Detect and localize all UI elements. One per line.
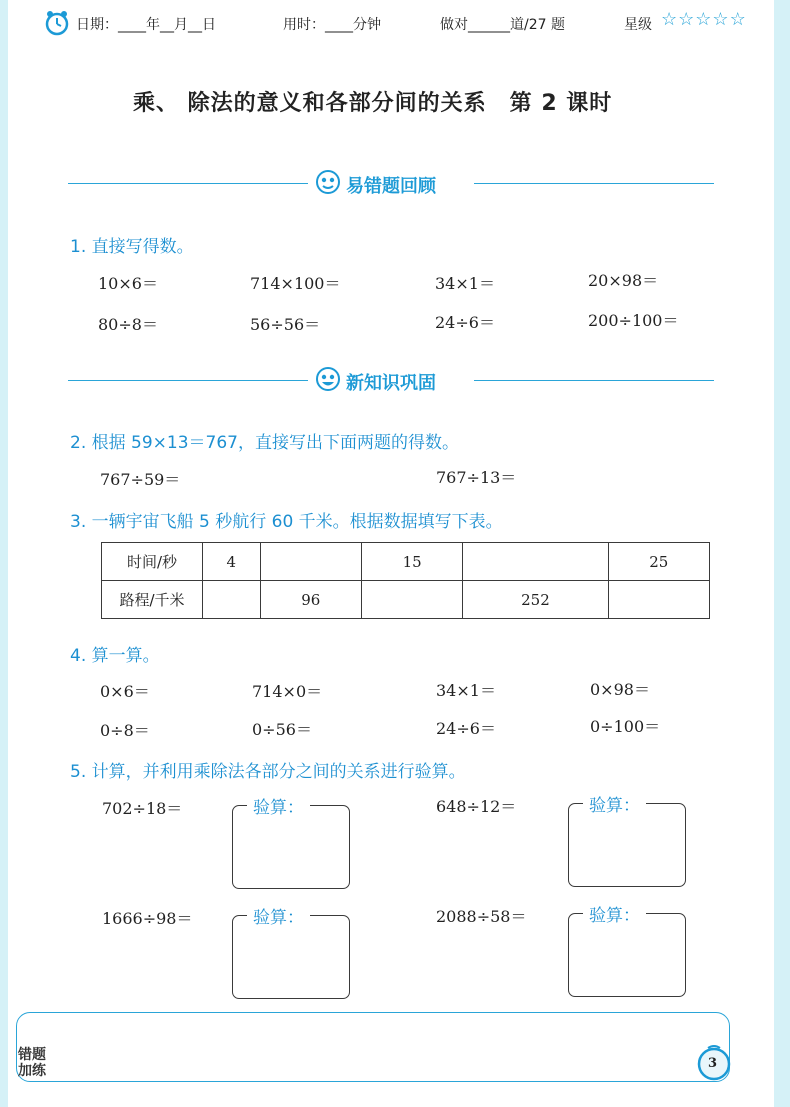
page-title: 乘、 除法的意义和各部分间的关系 第 2 课时 bbox=[133, 91, 613, 116]
star-level-label: 星级 bbox=[624, 17, 652, 33]
table-row-header: 时间/秒 bbox=[102, 543, 203, 581]
table-cell[interactable]: 4 bbox=[203, 543, 261, 581]
check-label: 验算： bbox=[583, 901, 646, 926]
section-title-new: 新知识巩固 bbox=[346, 373, 436, 394]
table-cell[interactable]: 15 bbox=[361, 543, 462, 581]
equation: 24÷6＝ bbox=[436, 719, 496, 738]
check-label: 验算： bbox=[247, 793, 310, 818]
equation: 56÷56＝ bbox=[250, 315, 321, 334]
section-title-review: 易错题回顾 bbox=[346, 176, 436, 197]
table-cell[interactable]: 252 bbox=[463, 581, 608, 619]
question-2-title: 2. 根据 59×13＝767，直接写出下面两题的得数。 bbox=[70, 433, 459, 453]
star-icon[interactable]: ☆ bbox=[729, 9, 746, 30]
table-cell[interactable] bbox=[463, 543, 608, 581]
question-3-title: 3. 一辆宇宙飞船 5 秒航行 60 千米。根据数据填写下表。 bbox=[70, 512, 503, 532]
equation: 767÷59＝ bbox=[100, 470, 181, 489]
check-box[interactable] bbox=[568, 906, 686, 997]
correct-count-field: 做对______道/27 题 bbox=[440, 17, 565, 33]
equation: 10×6＝ bbox=[98, 274, 158, 293]
equation: 714×100＝ bbox=[250, 274, 341, 293]
question-1-title: 1. 直接写得数。 bbox=[70, 237, 194, 257]
page-number: 3 bbox=[708, 1056, 718, 1071]
table-cell[interactable] bbox=[260, 543, 361, 581]
worksheet-page bbox=[8, 0, 774, 1107]
footer-box bbox=[16, 1012, 730, 1082]
equation: 0×6＝ bbox=[100, 682, 150, 701]
check-box[interactable] bbox=[232, 798, 350, 889]
equation: 1666÷98＝ bbox=[102, 909, 193, 928]
star-icon[interactable]: ☆ bbox=[712, 9, 729, 30]
question-5-title: 5. 计算，并利用乘除法各部分之间的关系进行验算。 bbox=[70, 762, 466, 782]
equation: 702÷18＝ bbox=[102, 799, 183, 818]
footer-tag: 错题 加练 bbox=[18, 1047, 46, 1079]
equation: 200÷100＝ bbox=[588, 311, 679, 330]
check-label: 验算： bbox=[247, 903, 310, 928]
equation: 0×98＝ bbox=[590, 680, 650, 699]
equation: 648÷12＝ bbox=[436, 797, 517, 816]
mascot-icon bbox=[314, 168, 342, 200]
star-icon[interactable]: ☆ bbox=[678, 9, 695, 30]
equation: 767÷13＝ bbox=[436, 468, 517, 487]
section-divider bbox=[68, 183, 308, 184]
equation: 0÷56＝ bbox=[252, 720, 312, 739]
equation: 20×98＝ bbox=[588, 271, 659, 290]
star-icon[interactable]: ☆ bbox=[695, 9, 712, 30]
check-box[interactable] bbox=[232, 908, 350, 999]
star-rating[interactable] bbox=[660, 9, 746, 30]
section-divider bbox=[474, 183, 714, 184]
speed-table bbox=[101, 542, 710, 619]
table-cell[interactable] bbox=[608, 581, 709, 619]
table-cell[interactable] bbox=[361, 581, 462, 619]
table-row-header: 路程/千米 bbox=[102, 581, 203, 619]
section-divider bbox=[68, 380, 308, 381]
check-box[interactable] bbox=[568, 796, 686, 887]
equation: 2088÷58＝ bbox=[436, 907, 527, 926]
page-number-badge bbox=[694, 1042, 734, 1082]
check-label: 验算： bbox=[583, 791, 646, 816]
table-cell[interactable] bbox=[203, 581, 261, 619]
equation: 80÷8＝ bbox=[98, 315, 158, 334]
equation: 0÷100＝ bbox=[590, 717, 661, 736]
question-4-title: 4. 算一算。 bbox=[70, 646, 160, 666]
equation: 24÷6＝ bbox=[435, 313, 495, 332]
section-divider bbox=[474, 380, 714, 381]
equation: 0÷8＝ bbox=[100, 721, 150, 740]
date-field: 日期：____年__月__日 bbox=[76, 17, 216, 33]
equation: 714×0＝ bbox=[252, 682, 323, 701]
mascot-icon bbox=[314, 365, 342, 397]
clock-icon bbox=[44, 10, 70, 36]
time-field: 用时：____分钟 bbox=[283, 17, 381, 33]
star-icon[interactable]: ☆ bbox=[661, 9, 678, 30]
table-cell[interactable]: 25 bbox=[608, 543, 709, 581]
equation: 34×1＝ bbox=[435, 274, 495, 293]
equation: 34×1＝ bbox=[436, 681, 496, 700]
table-cell[interactable]: 96 bbox=[260, 581, 361, 619]
